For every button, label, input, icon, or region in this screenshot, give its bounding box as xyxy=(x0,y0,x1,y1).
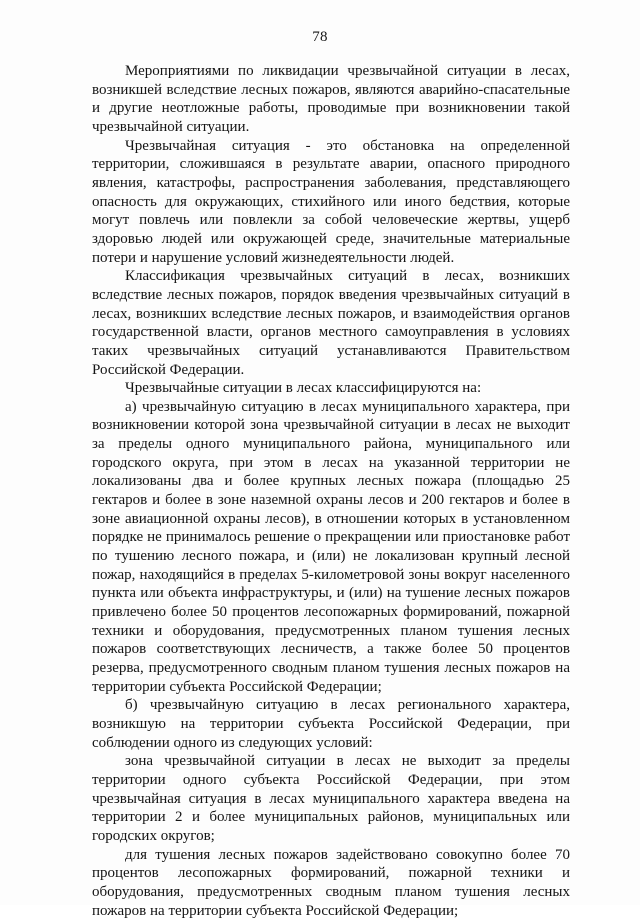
paragraph: Классификация чрезвычайных ситуаций в лесах, возникших вследствие лесных пожаров, порядок введения чрезвычайных ситуаций в лесах, возникших вследствие лесных пожаров, и взаимодействия органов государственной власти, органов местного самоуправления в условиях таких чрезвычайных ситуаций устанавливаются Правительством Российской Федерации. xyxy=(92,268,570,378)
paragraph: а) чрезвычайную ситуацию в лесах муниципального характера, при возникновении которой зона чрезвычайной ситуации в лесах не выходит за пределы одного муниципального района, муниципального или городского округа, при этом в лесах на указанной территории не локализованы два и более крупных лесных пожара (площадью 25 гектаров и более в зоне наземной охраны лесов и 200 гектаров и более в зоне авиационной охраны лесов), в отношении которых в установленном порядке не принималось решение о прекращении или приостановке работ по тушению лесного пожара, и (или) не локализован крупный лесной пожар, находящийся в пределах 5-километровой зоны вокруг населенного пункта или объекта инфраструктуры, и (или) на тушение лесных пожаров привлечено более 50 процентов лесопожарных формирований, пожарной техники и оборудования, предусмотренных планом тушения лесных пожаров соответствующих лесничеств, а также более 50 процентов резерва, предусмотренного сводным планом тушения лесных пожаров на территории субъекта Российской Федерации; xyxy=(92,398,570,695)
paragraph: для тушения лесных пожаров задействовано совокупно более 70 процентов лесопожарных формирований, пожарной техники и оборудования, предусмотренных сводным планом тушения лесных пожаров на территории субъекта Российской Федерации; xyxy=(92,846,570,919)
paragraph: зона чрезвычайной ситуации в лесах не выходит за пределы территории одного субъекта Российской Федерации, при этом чрезвычайная ситуация в лесах муниципального характера введена на территории 2 и более муниципальных районов, муниципальных или городских округов; xyxy=(92,753,570,844)
paragraph: Чрезвычайные ситуации в лесах классифицируются на: xyxy=(125,380,482,397)
document-body xyxy=(92,62,570,920)
paragraph: Мероприятиями по ликвидации чрезвычайной ситуации в лесах, возникшей вследствие лесных пожаров, являются аварийно-спасательные и другие неотложные работы, проводимые при возникновении такой чрезвычайной ситуации. xyxy=(92,63,570,135)
paragraph: Чрезвычайная ситуация - это обстановка на определенной территории, сложившаяся в результате аварии, опасного природного явления, катастрофы, распространения заболевания, представляющего опасность для окружающих, стихийного или иного бедствия, которые могут повлечь или повлекли за собой человеческие жертвы, ущерб здоровью людей или окружающей среде, значительные материальные потери и нарушение условий жизнедеятельности людей. xyxy=(92,137,570,266)
page-number: 78 xyxy=(312,29,328,45)
paragraph: б) чрезвычайную ситуацию в лесах регионального характера, возникшую на территории субъекта Российской Федерации, при соблюдении одного из следующих условий: xyxy=(92,697,570,751)
